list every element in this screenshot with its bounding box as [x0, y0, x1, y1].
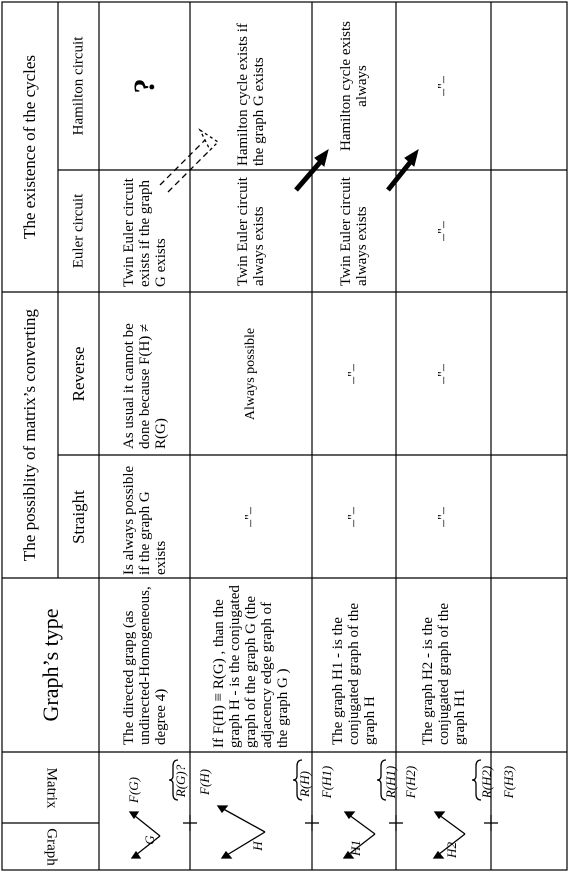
row2-reverse-text: Always possible	[243, 327, 258, 420]
row2-type-text: If F(H) ≡ R(G) , than the graph H - is the conjugated graph of the graph G (the adjacency edge graph of the graph G )	[211, 585, 291, 748]
row1-straight-text: Is always possible if the graph G exists	[120, 465, 169, 575]
row3-euler-text: Twin Euler circuit always exists	[338, 177, 370, 286]
bold-arrows	[296, 150, 418, 190]
header-graph-label: Graph	[43, 827, 59, 866]
header-possibility-label: The possiblity of matrix’s converting	[20, 308, 39, 562]
row1-type-text: The directed grapg (as undirected-Homogeneous, degree 4)	[120, 586, 169, 745]
matrix-f-h: F(H)	[197, 769, 212, 795]
question-mark: ?	[127, 78, 161, 94]
row2-hamilton-text: Hamilton cycle exists if the graph G exists	[235, 23, 267, 166]
header-reverse-label: Reverse	[68, 346, 88, 401]
matrix-r-g: R(G)?	[173, 764, 188, 798]
row1-euler-text: Twin Euler circuit exists if the graph G exists	[120, 178, 169, 287]
header-matrix-label: Matrix	[43, 767, 59, 808]
matrix-r-h: R(H)	[297, 771, 312, 797]
graph-h-label: H	[250, 841, 265, 851]
matrix-f-h2: F(H2)	[403, 765, 418, 799]
matrix-r-h1: R(H1)	[383, 765, 398, 799]
header-straight-label: Straight	[68, 489, 88, 544]
matrix-r-h2: R(H2)	[479, 765, 494, 799]
row4-straight-text: –"–	[435, 506, 451, 527]
row2-straight-text: –"–	[243, 506, 258, 527]
graph-g-label: G	[142, 835, 157, 845]
header-hamilton-label: Hamilton circuit	[70, 36, 86, 136]
dashed-arrow-icon	[160, 130, 218, 192]
graph-h1-label: H1	[348, 840, 363, 856]
graph-h2-label: H2	[444, 842, 459, 858]
row2-euler-text: Twin Euler circuit always exists	[235, 177, 267, 286]
matrix-f-h3: F(H3)	[501, 765, 516, 799]
matrix-f-g: F(G)	[126, 777, 141, 803]
header-graph-type-label: Graph’s type	[37, 608, 63, 722]
row4-type-text: The graph H2 - is the conjugated graph of the graph H1	[419, 602, 468, 745]
row4-euler-text: –"–	[435, 221, 451, 241]
row4-hamilton-text: –"–	[435, 76, 451, 96]
header-euler-label: Euler circuit	[70, 193, 86, 269]
row3-straight-text: –"–	[346, 506, 361, 527]
row3-type-text: The graph H1 - is the conjugated graph of the graph H	[330, 602, 378, 745]
matrix-f-h1: F(H1)	[319, 765, 334, 799]
row3-hamilton-text: Hamilton cycle exists always	[338, 21, 370, 151]
row1-reverse-text: As usual it cannot be done because F(H) ≠ R(G)	[120, 322, 169, 449]
row4-reverse-text: –"–	[435, 363, 451, 384]
header-existence-label: The existence of the cycles	[20, 54, 39, 240]
row3-reverse-text: –"–	[346, 363, 361, 384]
